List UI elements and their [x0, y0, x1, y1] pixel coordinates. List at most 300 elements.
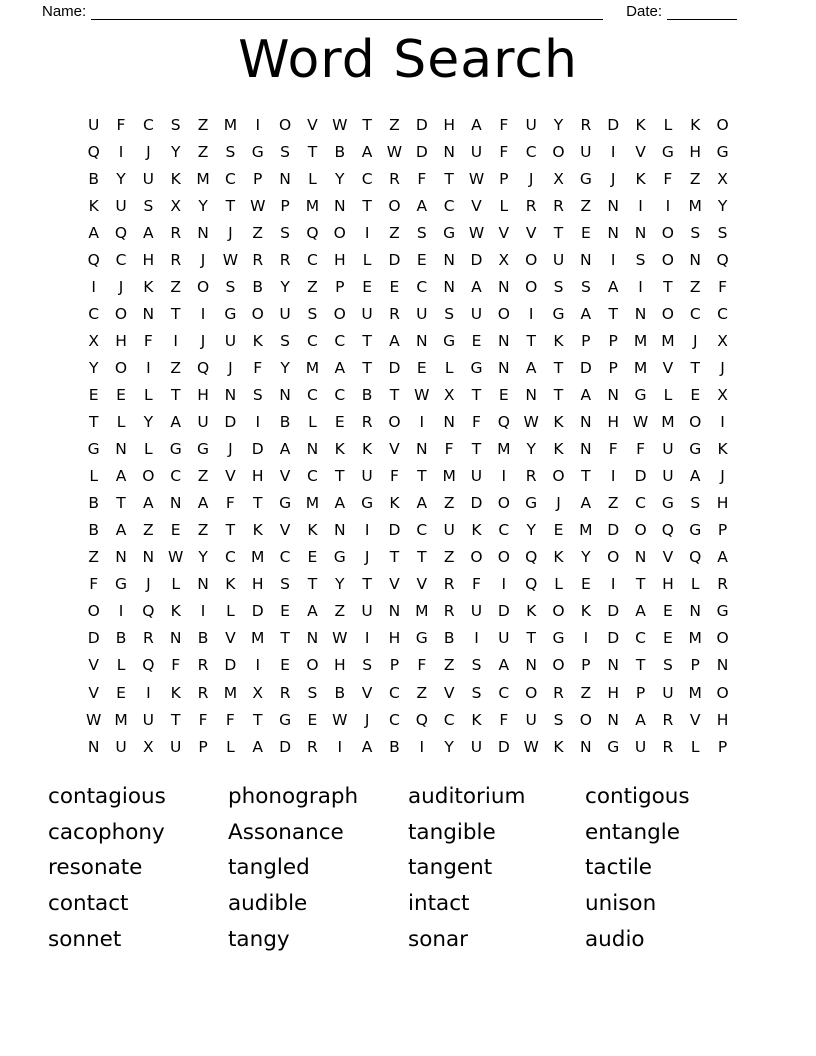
- grid-letter: Z: [580, 683, 592, 702]
- grid-letter: B: [443, 629, 455, 648]
- grid-letter: N: [115, 440, 127, 459]
- name-blank-line: [91, 6, 603, 20]
- grid-letter: V: [689, 710, 701, 729]
- grid-letter: F: [389, 467, 399, 486]
- grid-letter: K: [471, 521, 482, 540]
- word-search-grid: [80, 111, 736, 760]
- grid-letter: A: [143, 223, 154, 242]
- grid-letter: L: [663, 385, 673, 404]
- grid-letter: I: [364, 223, 370, 242]
- grid-letter: U: [552, 250, 565, 269]
- word-list-item: unison: [585, 891, 657, 917]
- grid-letter: P: [581, 331, 591, 350]
- grid-letter: R: [170, 223, 182, 242]
- grid-letter: B: [389, 737, 400, 756]
- grid-letter: B: [88, 521, 99, 540]
- grid-letter: G: [552, 629, 565, 648]
- grid-letter: A: [252, 737, 264, 756]
- grid-letter: O: [333, 304, 346, 323]
- grid-letter: A: [307, 602, 318, 621]
- word-list-item: sonar: [408, 926, 468, 952]
- grid-letter: W: [632, 413, 649, 432]
- grid-letter: D: [87, 629, 100, 648]
- grid-letter: C: [389, 683, 400, 702]
- word-list-item: entangle: [585, 819, 680, 845]
- grid-letter: P: [608, 358, 618, 377]
- grid-letter: D: [607, 521, 620, 540]
- grid-letter: I: [501, 575, 507, 594]
- grid-letter: J: [720, 467, 725, 486]
- grid-letter: D: [388, 250, 401, 269]
- grid-letter: E: [662, 629, 673, 648]
- grid-letter: F: [472, 575, 481, 594]
- grid-letter: L: [116, 413, 126, 432]
- grid-letter: N: [689, 250, 702, 269]
- grid-letter: P: [253, 169, 263, 188]
- grid-letter: S: [307, 683, 318, 702]
- grid-letter: Z: [197, 521, 209, 540]
- grid-letter: S: [690, 223, 701, 242]
- grid-letter: N: [443, 250, 455, 269]
- grid-letter: B: [88, 494, 99, 513]
- grid-letter: Y: [88, 358, 99, 377]
- grid-letter: O: [497, 548, 510, 567]
- grid-letter: L: [116, 656, 126, 675]
- grid-letter: R: [142, 629, 154, 648]
- grid-letter: D: [279, 737, 292, 756]
- grid-letter: F: [417, 169, 427, 188]
- grid-letter: D: [579, 358, 592, 377]
- grid-letter: W: [523, 413, 539, 432]
- word-list-item: auditorium: [408, 784, 526, 809]
- grid-letter: U: [525, 710, 537, 729]
- grid-letter: M: [223, 115, 238, 134]
- grid-letter: P: [635, 683, 646, 702]
- grid-letter: R: [580, 115, 592, 134]
- grid-letter: E: [88, 385, 99, 404]
- grid-letter: M: [661, 413, 675, 432]
- grid-letter: Z: [689, 169, 701, 188]
- grid-letter: G: [197, 440, 210, 459]
- grid-letter: F: [143, 331, 153, 350]
- grid-letter: I: [255, 656, 261, 675]
- grid-letter: C: [389, 710, 400, 729]
- grid-letter: L: [690, 737, 700, 756]
- grid-letter: A: [115, 521, 127, 540]
- grid-letter: T: [444, 169, 454, 188]
- grid-letter: V: [279, 521, 291, 540]
- grid-letter: U: [115, 196, 127, 215]
- grid-letter: K: [553, 737, 564, 756]
- grid-letter: I: [364, 629, 370, 648]
- grid-letter: A: [471, 115, 482, 134]
- grid-letter: N: [607, 196, 619, 215]
- grid-letter: S: [143, 196, 154, 215]
- grid-letter: N: [525, 385, 537, 404]
- grid-letter: N: [443, 142, 455, 161]
- grid-letter: V: [361, 683, 373, 702]
- grid-letter: O: [579, 710, 592, 729]
- grid-letter: U: [662, 683, 674, 702]
- grid-letter: L: [89, 467, 98, 486]
- grid-letter: H: [607, 683, 620, 702]
- grid-letter: H: [607, 413, 620, 432]
- grid-letter: U: [662, 467, 674, 486]
- grid-letter: G: [279, 710, 292, 729]
- grid-letter: B: [197, 629, 209, 648]
- grid-letter: G: [251, 142, 264, 161]
- grid-letter: A: [197, 494, 209, 513]
- grid-letter: M: [633, 358, 648, 377]
- grid-letter: T: [307, 142, 318, 161]
- grid-letter: V: [662, 548, 674, 567]
- grid-letter: T: [389, 548, 400, 567]
- grid-letter: V: [498, 223, 510, 242]
- grid-letter: H: [443, 115, 455, 134]
- grid-letter: Z: [580, 196, 592, 215]
- grid-letter: K: [635, 115, 646, 134]
- grid-letter: Z: [389, 115, 400, 134]
- grid-letter: W: [468, 223, 485, 242]
- grid-letter: J: [228, 358, 233, 377]
- grid-letter: J: [556, 494, 561, 513]
- grid-letter: C: [361, 169, 373, 188]
- grid-letter: U: [361, 467, 373, 486]
- grid-letter: B: [361, 385, 373, 404]
- grid-letter: Z: [689, 277, 701, 296]
- word-list-item: phonograph: [228, 784, 359, 809]
- grid-letter: R: [307, 737, 318, 756]
- grid-letter: N: [580, 737, 592, 756]
- grid-letter: I: [146, 358, 151, 377]
- grid-letter: R: [662, 737, 674, 756]
- grid-letter: U: [197, 413, 209, 432]
- grid-letter: E: [553, 521, 564, 540]
- grid-letter: E: [580, 223, 591, 242]
- grid-letter: N: [279, 169, 291, 188]
- grid-letter: T: [88, 413, 99, 432]
- grid-letter: H: [142, 250, 155, 269]
- grid-letter: I: [528, 304, 534, 323]
- grid-letter: A: [334, 494, 346, 513]
- grid-letter: Y: [717, 196, 728, 215]
- grid-letter: T: [417, 548, 427, 567]
- grid-letter: R: [443, 575, 455, 594]
- grid-letter: E: [280, 656, 290, 675]
- grid-letter: R: [279, 683, 291, 702]
- grid-letter: C: [307, 467, 318, 486]
- grid-letter: P: [581, 656, 591, 675]
- grid-letter: Z: [443, 494, 455, 513]
- grid-letter: N: [580, 413, 592, 432]
- grid-letter: U: [443, 521, 455, 540]
- grid-letter: L: [690, 575, 700, 594]
- grid-letter: T: [170, 710, 181, 729]
- grid-letter: X: [143, 737, 154, 756]
- grid-letter: Q: [114, 223, 128, 242]
- grid-letter: I: [610, 575, 616, 594]
- grid-letter: R: [525, 467, 537, 486]
- grid-letter: S: [170, 115, 181, 134]
- grid-letter: A: [580, 494, 592, 513]
- grid-letter: Q: [87, 250, 100, 269]
- grid-letter: Y: [581, 548, 591, 567]
- grid-letter: L: [444, 358, 454, 377]
- grid-letter: X: [443, 385, 455, 404]
- grid-letter: L: [308, 413, 317, 432]
- grid-letter: W: [250, 196, 266, 215]
- grid-letter: J: [364, 710, 370, 729]
- grid-letter: U: [142, 710, 155, 729]
- grid-letter: O: [388, 413, 401, 432]
- grid-letter: Q: [525, 548, 538, 567]
- grid-letter: Y: [335, 575, 345, 594]
- grid-letter: C: [525, 142, 537, 161]
- grid-letter: O: [661, 223, 674, 242]
- grid-letter: I: [118, 602, 124, 621]
- grid-letter: U: [634, 737, 647, 756]
- grid-letter: A: [689, 467, 701, 486]
- grid-letter: U: [470, 304, 483, 323]
- grid-letter: U: [498, 629, 510, 648]
- grid-letter: S: [635, 250, 646, 269]
- grid-letter: V: [635, 142, 646, 161]
- grid-letter: U: [416, 304, 428, 323]
- grid-letter: N: [306, 440, 319, 459]
- grid-letter: U: [361, 602, 373, 621]
- grid-letter: K: [526, 602, 537, 621]
- grid-letter: N: [607, 710, 619, 729]
- grid-letter: V: [471, 196, 482, 215]
- grid-letter: L: [226, 737, 235, 756]
- grid-letter: A: [580, 385, 592, 404]
- grid-letter: A: [115, 467, 127, 486]
- grid-letter: D: [470, 494, 483, 513]
- grid-letter: E: [116, 683, 126, 702]
- grid-letter: W: [86, 710, 102, 729]
- grid-letter: K: [334, 440, 345, 459]
- grid-letter: C: [224, 548, 236, 567]
- grid-letter: D: [224, 413, 237, 432]
- grid-letter: O: [525, 277, 538, 296]
- grid-letter: C: [498, 683, 510, 702]
- grid-letter: O: [142, 467, 155, 486]
- grid-letter: D: [415, 115, 428, 134]
- grid-letter: S: [416, 223, 427, 242]
- grid-letter: R: [279, 250, 291, 269]
- grid-letter: F: [499, 710, 509, 729]
- grid-letter: O: [114, 358, 128, 377]
- grid-letter: K: [471, 710, 482, 729]
- grid-letter: N: [333, 521, 346, 540]
- grid-letter: N: [634, 223, 647, 242]
- grid-letter: O: [497, 304, 510, 323]
- grid-letter: U: [470, 737, 483, 756]
- grid-letter: R: [252, 250, 264, 269]
- grid-letter: A: [498, 656, 510, 675]
- grid-letter: S: [362, 656, 373, 675]
- grid-letter: Z: [197, 115, 209, 134]
- grid-letter: H: [251, 575, 264, 594]
- grid-letter: I: [118, 142, 124, 161]
- grid-letter: T: [253, 710, 263, 729]
- grid-letter: S: [280, 575, 290, 594]
- grid-letter: S: [252, 385, 263, 404]
- grid-letter: Z: [197, 467, 209, 486]
- grid-letter: S: [553, 710, 564, 729]
- grid-letter: W: [332, 629, 348, 648]
- grid-letter: D: [634, 467, 647, 486]
- grid-letter: V: [88, 683, 99, 702]
- date-blank-line: [667, 6, 737, 20]
- grid-letter: N: [197, 223, 209, 242]
- word-list-item: tangled: [228, 855, 310, 881]
- grid-letter: E: [416, 250, 427, 269]
- grid-letter: G: [579, 169, 592, 188]
- grid-letter: D: [497, 737, 510, 756]
- grid-letter: J: [528, 169, 534, 188]
- grid-letter: G: [689, 521, 702, 540]
- grid-letter: S: [444, 304, 455, 323]
- grid-letter: U: [361, 304, 373, 323]
- grid-letter: S: [471, 683, 482, 702]
- grid-letter: I: [610, 142, 616, 161]
- grid-letter: Q: [415, 710, 428, 729]
- grid-letter: G: [607, 737, 620, 756]
- grid-letter: V: [307, 115, 318, 134]
- grid-letter: C: [635, 494, 646, 513]
- grid-letter: A: [334, 358, 346, 377]
- grid-letter: I: [501, 467, 507, 486]
- grid-letter: Z: [389, 223, 400, 242]
- grid-letter: G: [716, 142, 729, 161]
- grid-letter: J: [228, 440, 233, 459]
- grid-letter: V: [389, 440, 400, 459]
- name-label: Name:: [42, 3, 87, 20]
- grid-letter: M: [688, 683, 702, 702]
- grid-letter: N: [197, 575, 209, 594]
- grid-letter: Q: [716, 250, 729, 269]
- grid-letter: P: [389, 656, 400, 675]
- grid-letter: W: [468, 169, 485, 188]
- grid-letter: H: [197, 385, 209, 404]
- grid-letter: I: [173, 331, 178, 350]
- grid-letter: U: [142, 169, 155, 188]
- grid-letter: O: [552, 602, 565, 621]
- word-list-column: [228, 779, 358, 958]
- grid-letter: K: [170, 683, 181, 702]
- grid-letter: C: [689, 304, 701, 323]
- grid-letter: T: [663, 277, 673, 296]
- grid-letter: S: [280, 142, 290, 161]
- grid-letter: J: [720, 358, 725, 377]
- grid-letter: U: [580, 142, 592, 161]
- grid-letter: Z: [88, 548, 99, 567]
- grid-letter: V: [279, 467, 291, 486]
- grid-letter: O: [278, 115, 292, 134]
- grid-letter: D: [415, 142, 428, 161]
- grid-letter: U: [470, 602, 483, 621]
- grid-letter: J: [364, 548, 370, 567]
- grid-letter: O: [716, 115, 729, 134]
- grid-letter: E: [416, 358, 427, 377]
- grid-letter: W: [168, 548, 184, 567]
- grid-letter: U: [662, 440, 674, 459]
- grid-letter: O: [634, 521, 647, 540]
- grid-letter: T: [335, 467, 345, 486]
- grid-letter: D: [607, 602, 620, 621]
- grid-letter: M: [251, 629, 265, 648]
- grid-letter: X: [553, 169, 564, 188]
- grid-letter: U: [115, 737, 127, 756]
- grid-letter: Z: [607, 494, 619, 513]
- grid-letter: K: [170, 602, 181, 621]
- grid-letter: G: [443, 331, 456, 350]
- grid-letter: O: [552, 467, 565, 486]
- grid-letter: V: [225, 467, 236, 486]
- grid-letter: G: [470, 358, 483, 377]
- grid-letter: I: [638, 196, 643, 215]
- grid-letter: K: [143, 277, 154, 296]
- grid-letter: Z: [334, 602, 346, 621]
- grid-letter: S: [580, 277, 591, 296]
- grid-letter: K: [252, 331, 263, 350]
- grid-letter: O: [306, 656, 319, 675]
- grid-letter: E: [307, 548, 318, 567]
- grid-letter: F: [472, 413, 481, 432]
- grid-letter: T: [553, 223, 564, 242]
- grid-letter: N: [388, 602, 401, 621]
- grid-letter: E: [662, 602, 673, 621]
- grid-letter: T: [635, 575, 646, 594]
- grid-letter: N: [607, 385, 619, 404]
- grid-letter: O: [196, 277, 210, 296]
- grid-letter: E: [498, 385, 509, 404]
- grid-letter: A: [416, 196, 428, 215]
- grid-letter: M: [114, 710, 128, 729]
- grid-letter: N: [443, 413, 455, 432]
- grid-letter: I: [337, 737, 343, 756]
- header: [42, 2, 737, 20]
- grid-letter: T: [362, 115, 372, 134]
- grid-letter: A: [143, 494, 154, 513]
- grid-letter: D: [607, 629, 620, 648]
- grid-letter: A: [361, 142, 373, 161]
- grid-letter: N: [498, 331, 510, 350]
- grid-letter: C: [88, 304, 100, 323]
- grid-letter: X: [170, 196, 182, 215]
- grid-letter: T: [389, 385, 400, 404]
- grid-letter: I: [91, 277, 96, 296]
- word-list-item: cacophony: [48, 819, 165, 845]
- grid-letter: E: [362, 277, 372, 296]
- grid-letter: K: [389, 494, 400, 513]
- grid-letter: U: [87, 115, 100, 134]
- grid-letter: Z: [416, 683, 428, 702]
- grid-letter: C: [416, 277, 428, 296]
- grid-letter: L: [226, 602, 235, 621]
- grid-letter: T: [690, 358, 700, 377]
- grid-letter: M: [305, 196, 320, 215]
- grid-letter: C: [498, 521, 510, 540]
- grid-letter: M: [579, 521, 593, 540]
- grid-letter: T: [581, 467, 591, 486]
- grid-letter: X: [252, 683, 264, 702]
- grid-letter: L: [308, 169, 317, 188]
- grid-letter: R: [389, 304, 400, 323]
- word-list-column: [585, 779, 690, 958]
- grid-letter: G: [689, 440, 702, 459]
